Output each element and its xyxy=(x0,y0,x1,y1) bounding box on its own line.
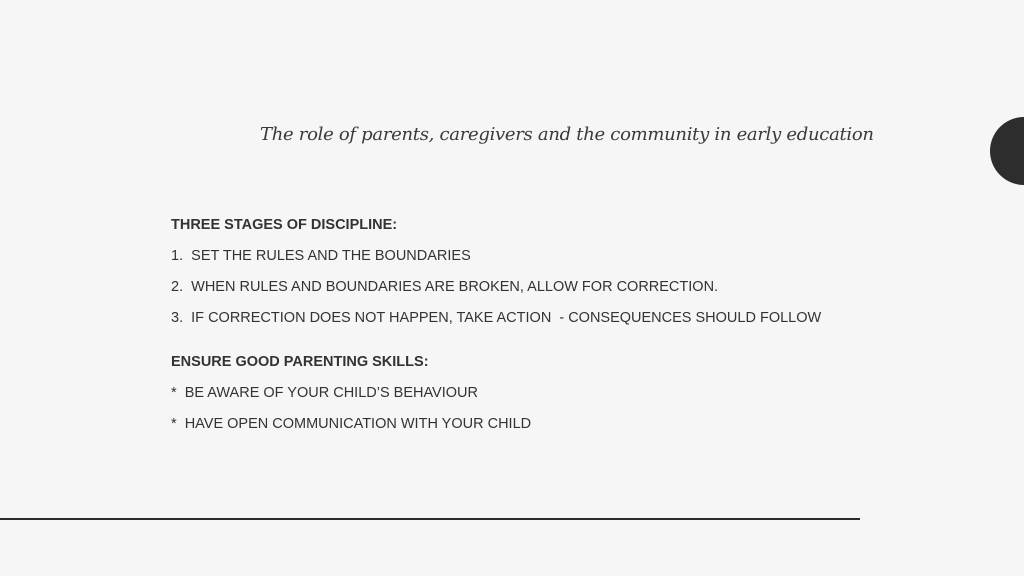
discipline-item-2: 2. WHEN RULES AND BOUNDARIES ARE BROKEN, ALLOW FOR CORRECTION. xyxy=(171,279,719,295)
slide-title: The role of parents, caregivers and the community in early education xyxy=(260,124,874,145)
slide-content xyxy=(171,216,821,433)
bottom-divider xyxy=(0,518,860,520)
decorative-circle xyxy=(990,117,1024,185)
discipline-heading: THREE STAGES OF DISCIPLINE: xyxy=(171,217,398,233)
discipline-item-1: 1. SET THE RULES AND THE BOUNDARIES xyxy=(171,248,471,264)
discipline-item-3: 3. IF CORRECTION DOES NOT HAPPEN, TAKE ACTION - CONSEQUENCES SHOULD FOLLOW xyxy=(171,310,822,326)
parenting-item-1: * BE AWARE OF YOUR CHILD’S BEHAVIOUR xyxy=(171,385,478,401)
parenting-heading: ENSURE GOOD PARENTING SKILLS: xyxy=(171,354,429,370)
parenting-item-2: * HAVE OPEN COMMUNICATION WITH YOUR CHILD xyxy=(171,416,532,432)
